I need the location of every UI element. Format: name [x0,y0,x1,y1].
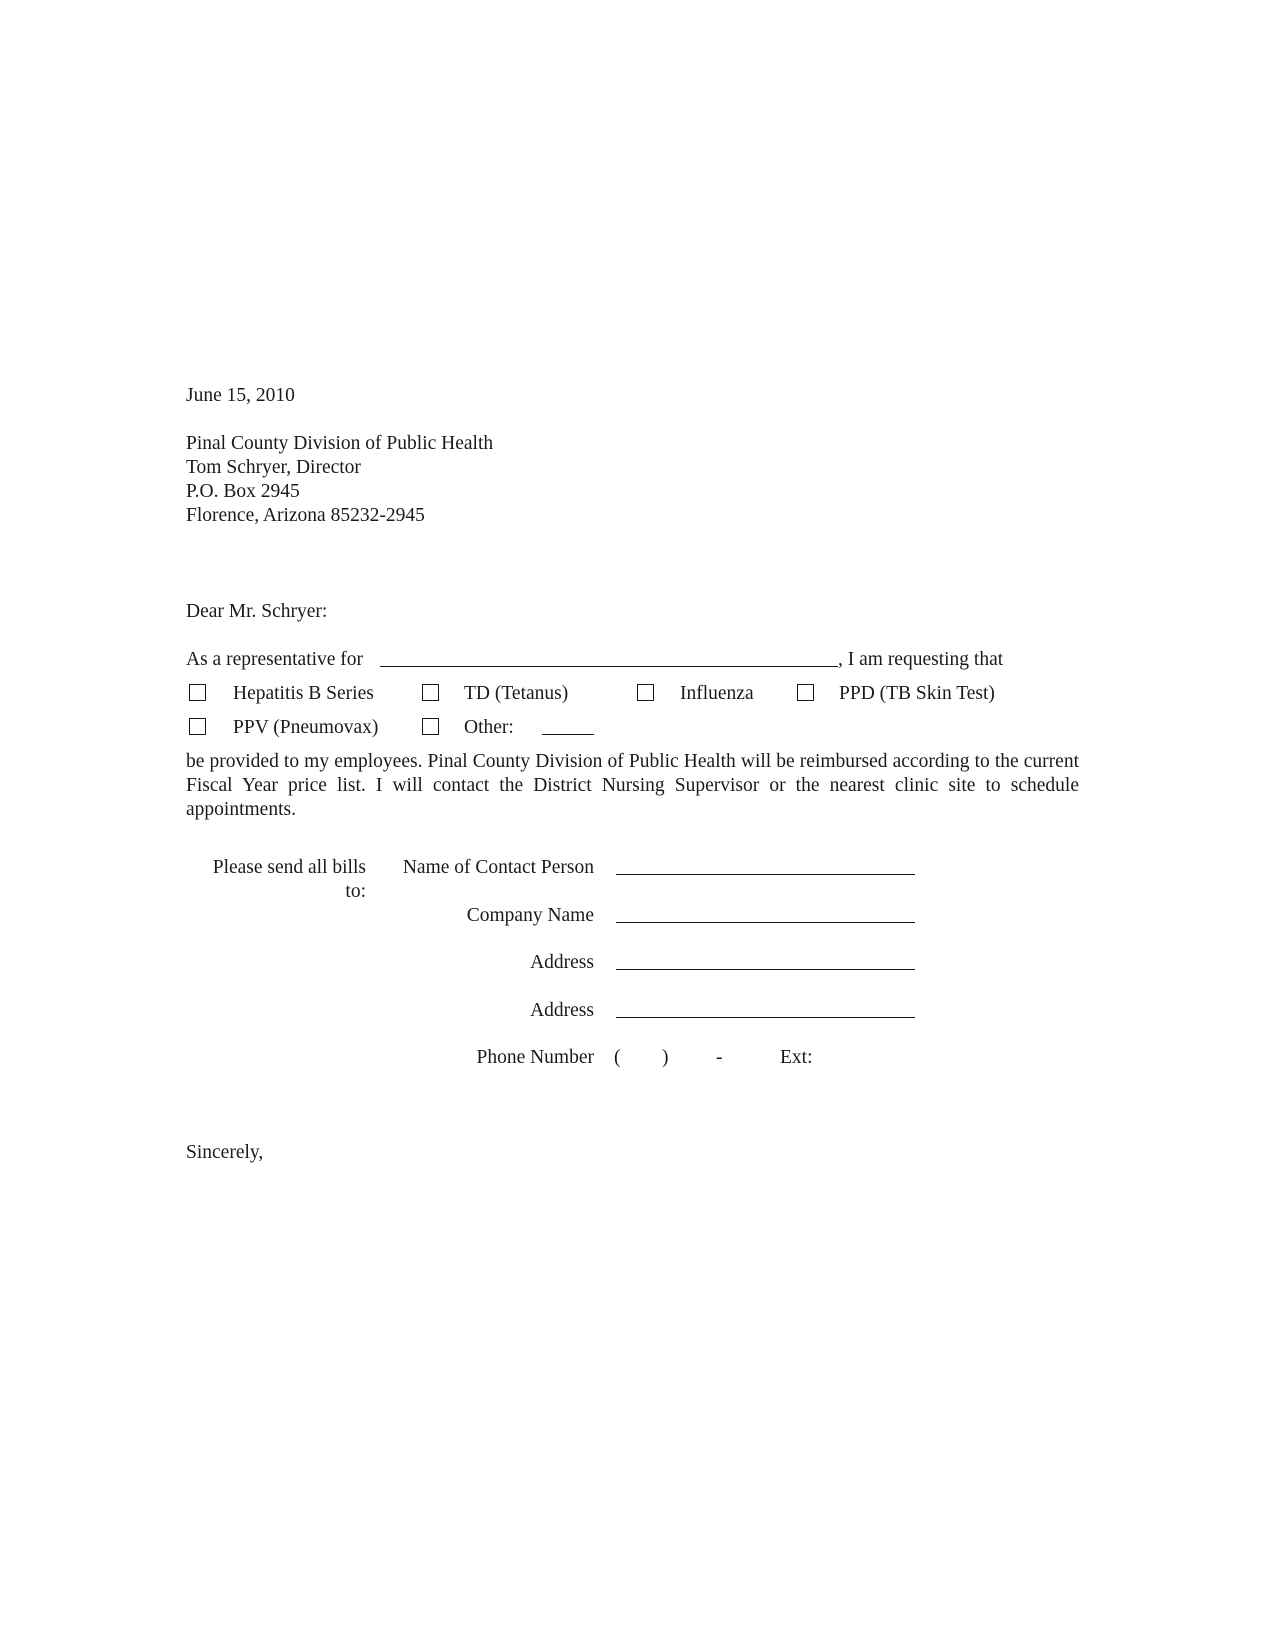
billing-intro-line2: to: [345,881,366,902]
other-field[interactable] [542,734,594,735]
phone-open-paren: ( [614,1047,621,1068]
td-tetanus-label: TD (Tetanus) [464,683,569,704]
other-checkbox[interactable] [422,718,439,735]
closing: Sincerely, [186,1142,264,1163]
company-name-label: Company Name [466,905,594,926]
recipient-organization: Pinal County Division of Public Health [186,433,494,454]
company-name-field[interactable] [616,922,915,923]
address2-field[interactable] [616,1017,915,1018]
contact-person-label: Name of Contact Person [402,857,594,878]
address2-label: Address [530,1000,594,1021]
ppd-checkbox[interactable] [797,684,814,701]
salutation: Dear Mr. Schryer: [186,601,328,622]
td-tetanus-checkbox[interactable] [422,684,439,701]
request-suffix: , I am requesting that [838,649,1004,670]
influenza-checkbox[interactable] [637,684,654,701]
phone-number-label: Phone Number [476,1047,594,1068]
recipient-name-title: Tom Schryer, Director [186,457,361,478]
recipient-po-box: P.O. Box 2945 [186,481,300,502]
hepatitis-b-checkbox[interactable] [189,684,206,701]
ppv-label: PPV (Pneumovax) [233,717,379,738]
letter-date: June 15, 2010 [186,385,295,406]
recipient-city-state-zip: Florence, Arizona 85232-2945 [186,505,425,526]
phone-close-paren: ) [662,1047,669,1068]
address1-label: Address [530,952,594,973]
address1-field[interactable] [616,969,915,970]
body-paragraph: be provided to my employees. Pinal County Division of Public Health will be reimbursed according to the current Fiscal Year price list. I will contact the District Nursing Supervisor or the nearest clinic site to schedule appointments. [186,751,1079,820]
other-label: Other: [464,717,514,738]
phone-dash: - [716,1047,723,1068]
hepatitis-b-label: Hepatitis B Series [233,683,374,704]
request-prefix: As a representative for [186,649,364,670]
influenza-label: Influenza [680,683,754,704]
contact-person-field[interactable] [616,874,915,875]
ppd-label: PPD (TB Skin Test) [839,683,995,704]
ppv-checkbox[interactable] [189,718,206,735]
phone-ext-label: Ext: [780,1047,813,1068]
billing-intro-line1: Please send all bills [212,857,366,878]
representative-company-field[interactable] [380,666,838,667]
